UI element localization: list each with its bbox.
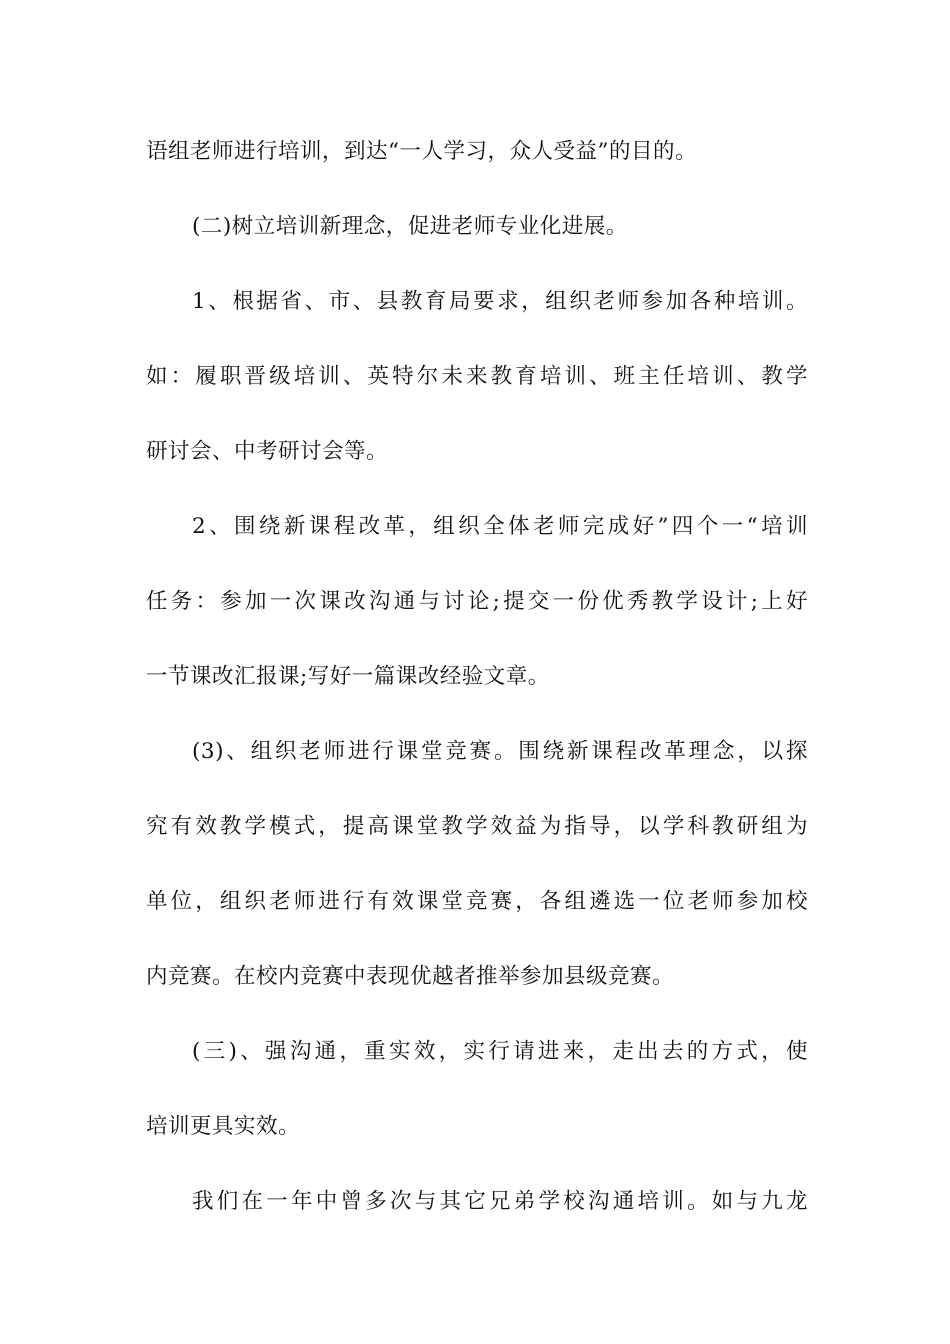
text-line-12: 内竞赛。在校内竞赛中表现优越者推举参加县级竞赛。 — [146, 964, 675, 989]
text-line-1: 语组老师进行培训，到达“一人学习，众人受益”的目的。 — [146, 139, 697, 164]
text-line-14: 培训更具实效。 — [146, 1114, 301, 1139]
text-line-8: 一节课改汇报课;写好一篇课改经验文章。 — [146, 664, 550, 689]
text-line-5: 研讨会、中考研讨会等。 — [146, 439, 389, 464]
section-heading-2: (二)树立培训新理念，促进老师专业化进展。 — [192, 214, 628, 239]
text-line-6: 2、围绕新课程改革，组织全体老师完成好”四个一“培训 — [192, 514, 808, 539]
section-heading-3: (三)、强沟通，重实效，实行请进来，走出去的方式，使 — [192, 1039, 808, 1064]
text-line-15: 我们在一年中曾多次与其它兄弟学校沟通培训。如与九龙 — [192, 1189, 808, 1214]
text-line-7: 任务：参加一次课改沟通与讨论;提交一份优秀教学设计;上好 — [146, 589, 808, 614]
text-line-4: 如：履职晋级培训、英特尔未来教育培训、班主任培训、教学 — [146, 364, 808, 389]
text-line-10: 究有效教学模式，提高课堂教学效益为指导，以学科教研组为 — [146, 814, 808, 839]
text-line-11: 单位，组织老师进行有效课堂竞赛，各组遴选一位老师参加校 — [146, 889, 808, 914]
text-line-3: 1、根据省、市、县教育局要求，组织老师参加各种培训。 — [192, 289, 808, 314]
text-line-9: (3)、组织老师进行课堂竞赛。围绕新课程改革理念，以探 — [192, 739, 808, 764]
